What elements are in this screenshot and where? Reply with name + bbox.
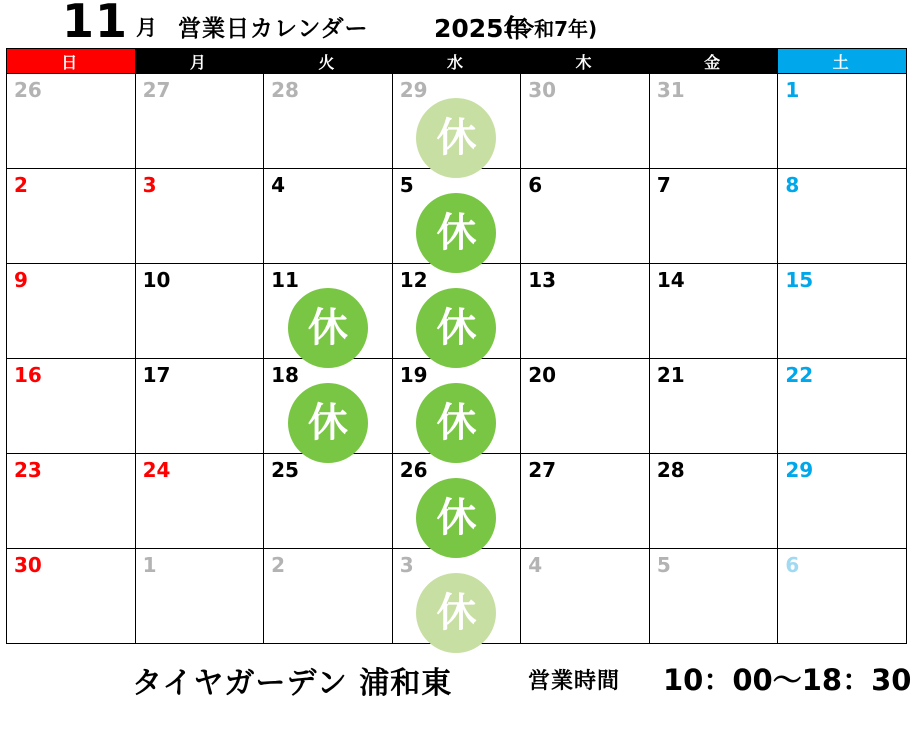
calendar-day-cell [264,359,393,454]
day-number: 5 [399,173,414,197]
calendar-day-cell [778,169,907,264]
calendar-day-cell [649,454,778,549]
closed-day-badge: 休 [416,288,496,368]
day-number: 21 [656,363,685,387]
day-number: 2 [14,173,28,197]
closed-day-badge: 休 [288,383,368,463]
calendar-day-cell [778,264,907,359]
calendar-day-cell [135,549,264,644]
calendar-day-cell [392,74,521,169]
calendar-day-cell [521,264,650,359]
closed-day-badge: 休 [416,383,496,463]
calendar-day-cell [264,169,393,264]
calendar-day-cell [392,549,521,644]
day-number: 28 [271,78,299,102]
day-number: 10 [142,268,171,292]
shop-name: タイヤガーデン 浦和東 [132,666,453,701]
day-number: 20 [528,363,557,387]
day-number: 29 [785,458,814,482]
calendar-day-cell [7,359,136,454]
day-number: 2 [271,553,286,577]
calendar-day-cell [778,454,907,549]
day-number: 11 [271,268,299,292]
weekday-header-row [7,49,907,74]
calendar-footer [0,644,913,718]
day-number: 28 [656,458,685,482]
day-number: 12 [399,268,428,292]
day-number: 6 [785,553,800,577]
calendar-week-row [7,359,907,454]
closed-day-badge: 休 [416,193,496,273]
day-number: 27 [528,458,557,482]
calendar-header [0,0,913,48]
day-number: 29 [399,78,428,102]
day-number: 15 [785,268,814,292]
day-number: 3 [399,553,414,577]
calendar-day-cell [392,454,521,549]
calendar-day-cell [392,359,521,454]
header-month-number: 11 [62,0,129,48]
day-number: 3 [142,173,157,197]
day-number: 6 [528,173,543,197]
day-number: 13 [528,268,557,292]
calendar-day-cell [649,169,778,264]
calendar-day-cell [135,74,264,169]
calendar-day-cell [521,169,650,264]
calendar-week-row [7,454,907,549]
weekday-header-fri: 金 [649,49,778,74]
calendar-week-row [7,264,907,359]
closed-day-badge: 休 [416,98,496,178]
day-number: 30 [528,78,557,102]
weekday-header-mon: 月 [135,49,264,74]
business-hours-label: 営業時間 [528,669,621,694]
day-number: 31 [656,78,685,102]
calendar-day-cell [778,359,907,454]
calendar-day-cell [778,74,907,169]
weekday-header-sun: 日 [7,49,136,74]
closed-day-badge: 休 [416,478,496,558]
calendar-day-cell [521,454,650,549]
day-number: 7 [656,173,671,197]
calendar-day-cell [135,359,264,454]
page-title: 営業日カレンダー [178,16,369,42]
calendar-day-cell [521,549,650,644]
weekday-header-tue: 火 [264,49,393,74]
calendar-day-cell [649,549,778,644]
day-number: 26 [14,78,42,102]
day-number: 18 [271,363,299,387]
day-number: 30 [14,553,42,577]
day-number: 8 [785,173,800,197]
day-number: 23 [14,458,42,482]
day-number: 17 [142,363,171,387]
calendar-day-cell [778,549,907,644]
day-number: 27 [142,78,171,102]
header-month-kanji: 月 [136,16,157,40]
calendar-day-cell [649,74,778,169]
day-number: 26 [399,458,428,482]
day-number: 19 [399,363,428,387]
day-number: 25 [271,458,299,482]
day-number: 4 [528,553,543,577]
calendar-week-row [7,74,907,169]
weekday-header-sat: 土 [778,49,907,74]
header-era: (令和7年) [505,17,598,41]
day-number: 5 [656,553,671,577]
day-number: 16 [14,363,42,387]
calendar-day-cell [264,454,393,549]
closed-day-badge: 休 [416,573,496,653]
day-number: 24 [142,458,171,482]
calendar-day-cell [392,264,521,359]
calendar-day-cell [264,549,393,644]
calendar-day-cell [7,169,136,264]
calendar-day-cell [7,549,136,644]
day-number: 1 [142,553,157,577]
calendar-day-cell [649,264,778,359]
calendar-day-cell [7,74,136,169]
calendar-day-cell [135,454,264,549]
calendar-day-cell [521,74,650,169]
calendar-day-cell [392,169,521,264]
calendar-day-cell [264,74,393,169]
calendar-week-row [7,169,907,264]
calendar-day-cell [521,359,650,454]
calendar-table [6,48,907,644]
header-year: 2025年 [434,14,529,43]
weekday-header-wed: 水 [392,49,521,74]
closed-day-badge: 休 [288,288,368,368]
day-number: 14 [656,268,685,292]
business-hours-value: 10：00〜18：30 [663,663,912,697]
day-number: 4 [271,173,286,197]
day-number: 9 [14,268,28,292]
calendar-day-cell [649,359,778,454]
calendar-day-cell [7,454,136,549]
calendar-day-cell [135,169,264,264]
calendar-week-row [7,549,907,644]
calendar-day-cell [135,264,264,359]
day-number: 22 [785,363,814,387]
calendar-body [7,74,907,644]
calendar-day-cell [7,264,136,359]
day-number: 1 [785,78,800,102]
weekday-header-thu: 木 [521,49,650,74]
calendar-day-cell [264,264,393,359]
